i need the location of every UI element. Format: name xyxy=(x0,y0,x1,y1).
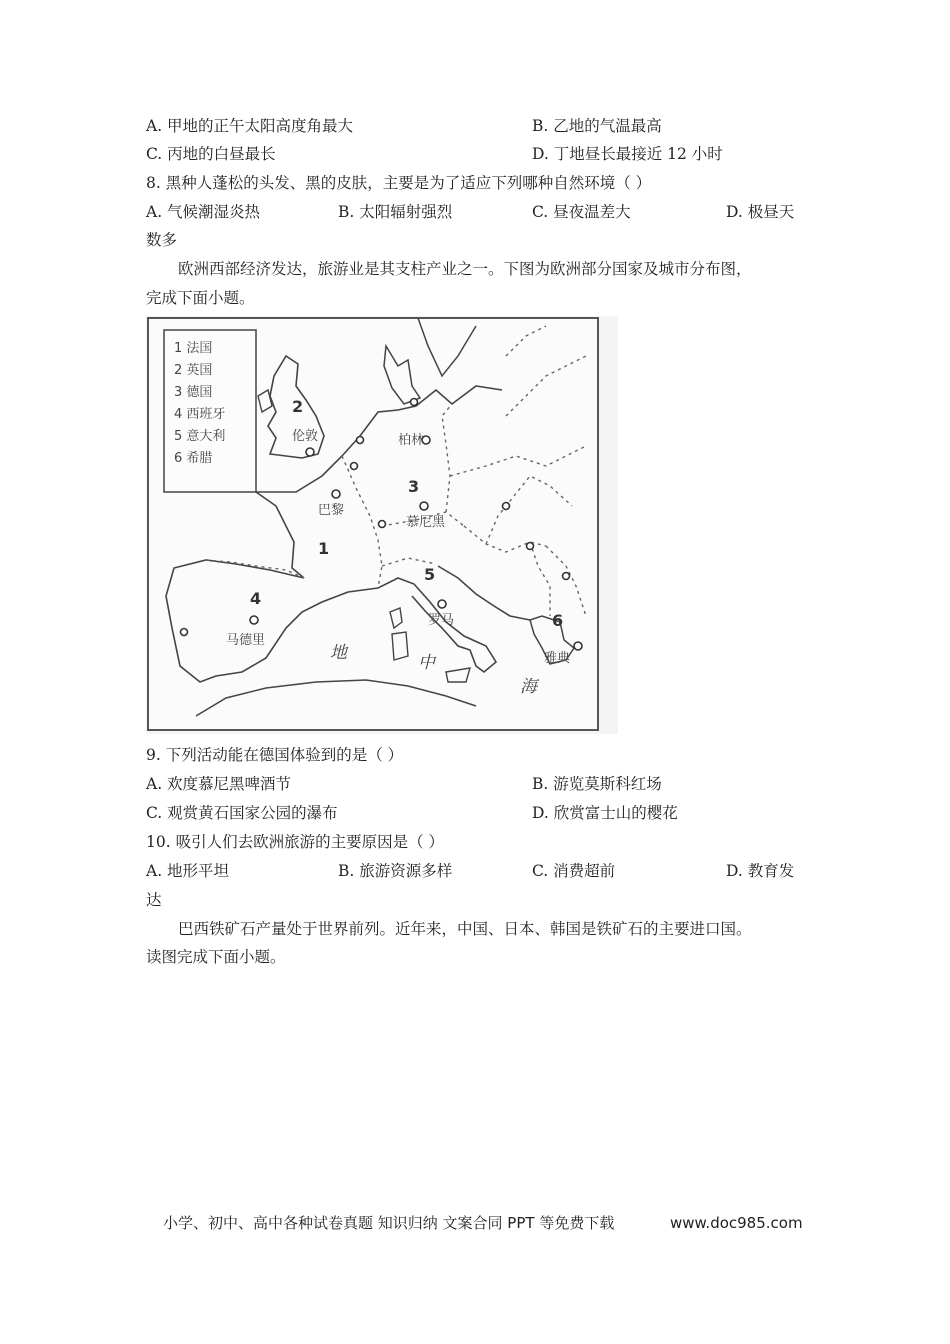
q10-option-c: C. 消费超前 xyxy=(532,862,616,880)
q8-option-a: A. 气候潮湿炎热 xyxy=(146,203,261,221)
sea-label-char-1: 地 xyxy=(330,643,347,663)
city-marker xyxy=(563,573,570,580)
city-marker xyxy=(351,463,358,470)
q10-stem: 10. 吸引人们去欧洲旅游的主要原因是（ ） xyxy=(146,833,445,851)
map-number-germany: 3 xyxy=(408,477,420,496)
map-number-italy: 5 xyxy=(424,565,436,584)
q8-option-c: C. 昼夜温差大 xyxy=(532,203,631,221)
passage-brazil-line2: 读图完成下面小题。 xyxy=(146,948,286,966)
legend-item-3: 3 德国 xyxy=(174,385,213,400)
footer-text: 小学、初中、高中各种试卷真题 知识归纳 文案合同 PPT 等免费下载 xyxy=(163,1214,615,1232)
city-marker-munich xyxy=(420,502,428,510)
q7-option-d: D. 丁地昼长最接近 12 小时 xyxy=(532,145,723,163)
europe-map-svg xyxy=(146,316,618,734)
city-label-berlin: 柏林 xyxy=(398,433,425,448)
q10-option-d-continued: 达 xyxy=(146,891,162,909)
legend-item-1: 1 法国 xyxy=(174,341,213,356)
legend-item-5: 5 意大利 xyxy=(174,429,226,444)
passage-europe-line1: 欧洲西部经济发达，旅游业是其支柱产业之一。下图为欧洲部分国家及城市分布图， xyxy=(178,260,752,278)
sea-label-char-2: 中 xyxy=(418,653,435,673)
q9-option-a: A. 欢度慕尼黑啤酒节 xyxy=(146,775,292,793)
map-number-france: 1 xyxy=(318,539,330,558)
city-marker xyxy=(379,521,386,528)
q9-option-d: D. 欣赏富士山的樱花 xyxy=(532,804,678,822)
city-marker-london xyxy=(306,448,314,456)
city-marker xyxy=(503,503,510,510)
q8-option-d: D. 极昼天 xyxy=(726,203,795,221)
city-marker-madrid xyxy=(250,616,258,624)
q9-option-c: C. 观赏黄石国家公园的瀑布 xyxy=(146,804,338,822)
legend-item-6: 6 希腊 xyxy=(174,451,213,466)
q10-option-b: B. 旅游资源多样 xyxy=(338,862,453,880)
city-marker xyxy=(527,543,534,550)
sea-label-char-3: 海 xyxy=(520,677,537,697)
city-marker-rome xyxy=(438,600,446,608)
map-number-greece: 6 xyxy=(552,611,564,630)
city-marker xyxy=(181,629,188,636)
q9-option-b: B. 游览莫斯科红场 xyxy=(532,775,662,793)
city-marker-athens xyxy=(574,642,582,650)
legend-item-4: 4 西班牙 xyxy=(174,407,226,422)
q8-stem: 8. 黑种人蓬松的头发、黑的皮肤，主要是为了适应下列哪种自然环境（ ） xyxy=(146,174,652,192)
q9-stem: 9. 下列活动能在德国体验到的是（ ） xyxy=(146,746,404,764)
q10-option-d: D. 教育发 xyxy=(726,862,795,880)
city-marker xyxy=(411,399,418,406)
q8-option-d-continued: 数多 xyxy=(146,231,178,249)
map-number-spain: 4 xyxy=(250,589,262,608)
city-label-rome: 罗马 xyxy=(428,613,455,628)
city-label-munich: 慕尼黑 xyxy=(406,515,446,530)
europe-map xyxy=(146,316,618,734)
passage-europe-line2: 完成下面小题。 xyxy=(146,289,255,307)
q7-option-c: C. 丙地的白昼最长 xyxy=(146,145,276,163)
legend-item-2: 2 英国 xyxy=(174,363,213,378)
city-marker xyxy=(357,437,364,444)
q8-option-b: B. 太阳辐射强烈 xyxy=(338,203,453,221)
q10-option-a: A. 地形平坦 xyxy=(146,862,230,880)
city-marker-paris xyxy=(332,490,340,498)
city-label-paris: 巴黎 xyxy=(318,503,345,518)
map-number-uk: 2 xyxy=(292,397,304,416)
city-label-london: 伦敦 xyxy=(292,429,319,444)
city-label-athens: 雅典 xyxy=(544,651,571,666)
q7-option-b: B. 乙地的气温最高 xyxy=(532,117,662,135)
footer-url-link[interactable]: www.doc985.com xyxy=(670,1214,803,1232)
passage-brazil-line1: 巴西铁矿石产量处于世界前列。近年来，中国、日本、韩国是铁矿石的主要进口国。 xyxy=(178,920,752,938)
q7-option-a: A. 甲地的正午太阳高度角最大 xyxy=(146,117,354,135)
city-label-madrid: 马德里 xyxy=(226,633,266,648)
